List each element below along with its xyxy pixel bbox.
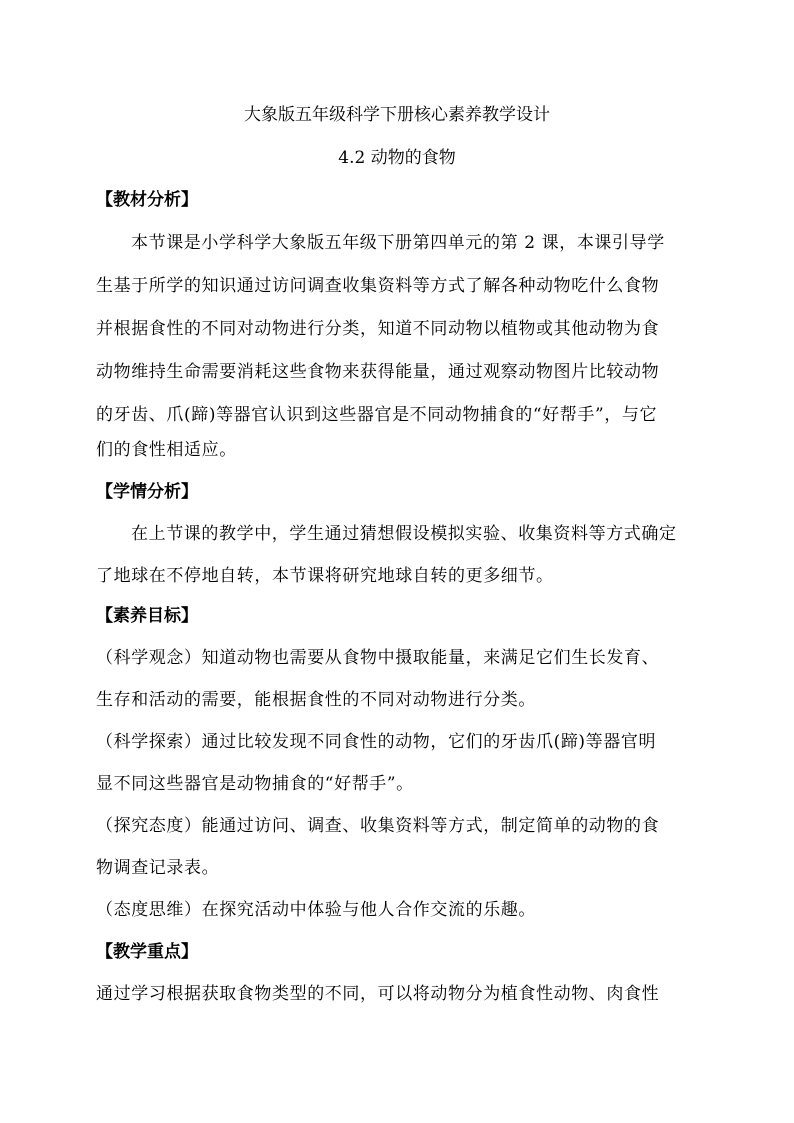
paragraph-line: 在上节课的教学中，学生通过猜想假设模拟实验、收集资料等方式确定 (131, 524, 677, 544)
paragraph-line: 显不同这些器官是动物捕食的“好帮手”。 (96, 774, 414, 794)
section-heading-learner-analysis: 【学情分析】 (96, 482, 198, 502)
paragraph-line: 物调查记录表。 (96, 858, 220, 878)
paragraph-line: （态度思维）在探究活动中体验与他人合作交流的乐趣。 (96, 900, 536, 920)
paragraph-line: 本节课是小学科学大象版五年级下册第四单元的第 2 课，本课引导学 (131, 233, 665, 253)
paragraph-line: 通过学习根据获取食物类型的不同，可以将动物分为植食性动物、肉食性 (96, 984, 660, 1004)
section-heading-teaching-focus: 【教学重点】 (96, 942, 198, 962)
paragraph-line: 们的食性相适应。 (96, 440, 237, 460)
document-title: 大象版五年级科学下册核心素养教学设计 (244, 105, 550, 125)
section-heading-textbook-analysis: 【教材分析】 (96, 190, 198, 210)
paragraph-line: 动物维持生命需要消耗这些食物来获得能量，通过观察动物图片比较动物 (96, 362, 660, 382)
paragraph-line: （探究态度）能通过访问、调查、收集资料等方式，制定简单的动物的食 (96, 816, 660, 836)
paragraph-line: （科学观念）知道动物也需要从食物中摄取能量，来满足它们生长发育、 (96, 648, 660, 668)
paragraph-line: 并根据食性的不同对动物进行分类，知道不同动物以植物或其他动物为食 (96, 319, 660, 339)
lesson-title: 4.2 动物的食物 (338, 148, 456, 168)
paragraph-line: 的牙齿、爪(蹄)等器官认识到这些器官是不同动物捕食的“好帮手”，与它 (96, 405, 658, 425)
paragraph-line: 生存和活动的需要，能根据食性的不同对动物进行分类。 (96, 690, 536, 710)
paragraph-line: 生基于所学的知识通过访问调查收集资料等方式了解各种动物吃什么食物 (96, 276, 660, 296)
section-heading-literacy-goals: 【素养目标】 (96, 606, 198, 626)
paragraph-line: 了地球在不停地自转，本节课将研究地球自转的更多细节。 (96, 566, 554, 586)
paragraph-line: （科学探索）通过比较发现不同食性的动物，它们的牙齿爪(蹄)等器官明 (96, 732, 657, 752)
